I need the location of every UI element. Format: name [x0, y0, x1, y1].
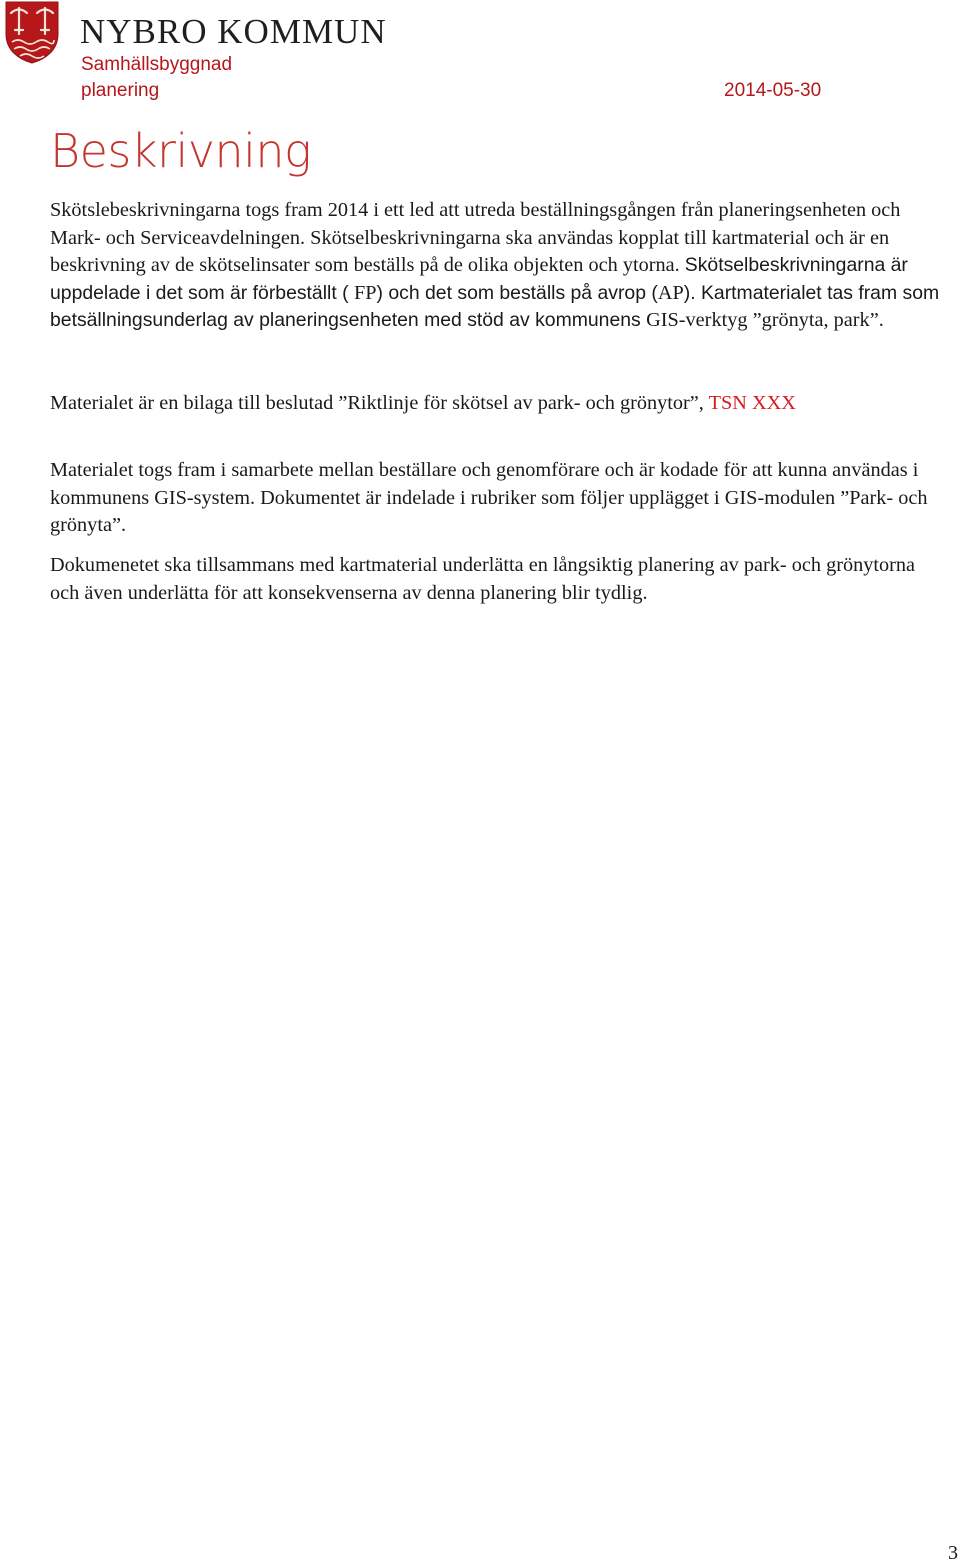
page-title: Beskrivning	[50, 124, 312, 178]
department-name: Samhällsbyggnad	[81, 54, 233, 75]
document-date: 2014-05-30	[724, 80, 822, 101]
logo-wordmark: NYBRO KOMMUN	[80, 12, 387, 51]
reference-placeholder: TSN XXX	[708, 392, 796, 414]
paragraph-collaboration: Materialet togs fram i samarbete mellan beställare och genomförare och är kodade för att kunna användas i kommunens GIS-system. Dokumentet är indelade i rubriker som följer upplägget i GIS-modulen ”Park- och grönyta”.	[50, 459, 928, 536]
paragraph-text: AP	[657, 281, 684, 304]
paragraph-purpose: Dokumenetet ska tillsammans med kartmaterial underlätta en långsiktig planering av park- och grönytorna och även underlätta för att konsekvenserna av denna planering blir tydlig.	[50, 554, 916, 604]
nybro-coat-of-arms-icon	[4, 0, 60, 64]
paragraph-intro	[50, 197, 945, 335]
department-subname: planering	[81, 80, 160, 101]
paragraph-text: FP	[353, 281, 377, 304]
paragraph-text: Skötselbeskrivningarna är uppdelade i det som är förbeställt (	[50, 254, 908, 304]
page-number: 3	[948, 1542, 958, 1564]
paragraph-text: ). Kartmaterialet tas fram som betsällningsunderlag av planeringsenheten med stöd av kommunens	[50, 281, 940, 331]
paragraph-text: Materialet är en bilaga till beslutad ”Riktlinje för skötsel av park- och grönytor”,	[50, 392, 709, 414]
paragraph-text: GIS-verktyg ”grönyta, park”.	[646, 309, 884, 331]
paragraph-attachment	[50, 390, 945, 418]
paragraph-text: ) och det som beställs på avrop (	[376, 281, 658, 304]
paragraph-text: Skötslebeskrivningarna togs fram 2014 i ett led att utreda beställningsgången från planeringsenheten och Mark- och Serviceavdelningen. Skötselbeskrivningarna ska användas kopplat till kartmaterial och är en beskrivning av de skötselinsater som beställs på de olika objekten och ytorna.	[50, 199, 901, 276]
